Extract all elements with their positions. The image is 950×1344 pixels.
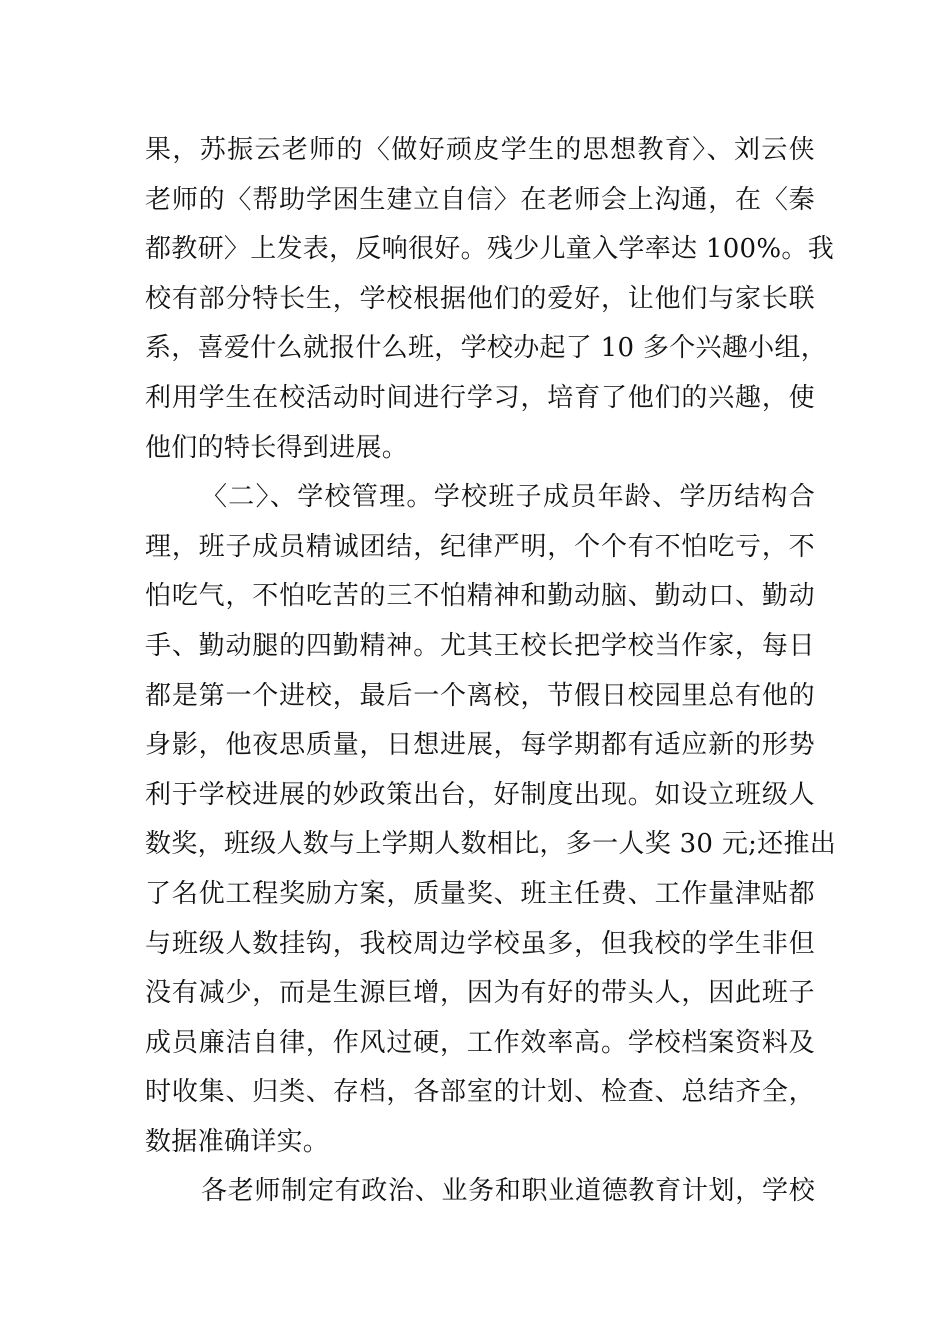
text-line: 数据准确详实。	[145, 1126, 330, 1157]
text-line: 时收集、归类、存档，各部室的计划、检查、总结齐全，	[145, 1077, 815, 1108]
text-line: 没有减少，而是生源巨增，因为有好的带头人，因此班子	[145, 978, 815, 1009]
text-line: 手、勤动腿的四勤精神。尤其王校长把学校当作家，每日	[145, 630, 815, 661]
text-line: 果，苏振云老师的〈做好顽皮学生的思想教育〉、刘云侠	[145, 135, 815, 165]
text-line: 怕吃气，不怕吃苦的三不怕精神和勤动脑、勤动口、勤动	[145, 581, 815, 612]
text-line: 成员廉洁自律，作风过硬，工作效率高。学校档案资料及	[145, 1027, 815, 1058]
text-line: 他们的特长得到进展。	[145, 432, 409, 463]
text-line: 利用学生在校活动时间进行学习，培育了他们的兴趣，使	[145, 382, 815, 413]
text-line: 了名优工程奖励方案，质量奖、班主任费、工作量津贴都	[145, 878, 815, 909]
text-line: 都是第一个进校，最后一个离校，节假日校园里总有他的	[145, 680, 815, 711]
text-line: 系，喜爱什么就报什么班，学校办起了 10 多个兴趣小组，	[145, 333, 828, 364]
paragraph-start-line: 〈二〉、学校管理。学校班子成员年龄、学历结构合	[201, 482, 815, 513]
text-line: 理，班子成员精诚团结，纪律严明，个个有不怕吃亏，不	[145, 531, 815, 562]
paragraph-start-line: 各老师制定有政治、业务和职业道德教育计划，学校	[201, 1176, 815, 1207]
text-line: 利于学校进展的妙政策出台，好制度出现。如设立班级人	[145, 779, 815, 810]
text-line: 都教研〉上发表，反响很好。残少儿童入学率达 100%。我	[145, 234, 834, 265]
text-line: 校有部分特长生，学校根据他们的爱好，让他们与家长联	[145, 283, 815, 314]
text-line: 数奖，班级人数与上学期人数相比，多一人奖 30 元;还推出	[145, 829, 837, 860]
text-line: 与班级人数挂钩，我校周边学校虽多，但我校的学生非但	[145, 928, 815, 959]
text-line: 身影，他夜思质量，日想进展，每学期都有适应新的形势	[145, 730, 815, 761]
body-text	[145, 126, 837, 1217]
text-line: 老师的〈帮助学困生建立自信〉在老师会上沟通，在〈秦	[145, 184, 815, 215]
